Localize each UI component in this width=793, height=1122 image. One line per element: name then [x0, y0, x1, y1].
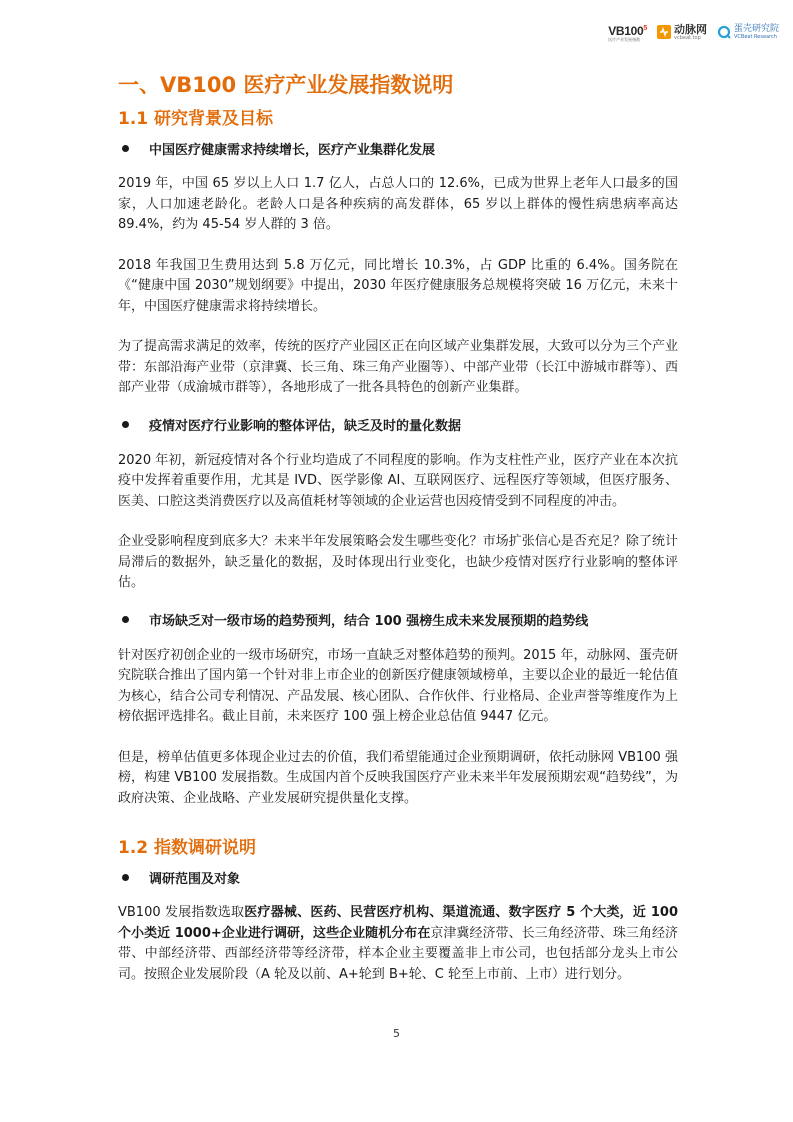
vcbeat-logo-name: 动脉网: [673, 22, 707, 36]
paragraph: 为了提高需求满足的效率，传统的医疗产业园区正在向区域产业集群发展，大致可以分为三个产业带：东部沿海产业带（京津冀、长三角、珠三角产业圈等）、中部产业带（长江中游城市群等）、西部产业带（成渝城市群等），各地形成了一批各具特色的创新产业集群。: [118, 339, 678, 395]
bullet-text: 市场缺乏对一级市场的趋势预判，结合 100 强榜生成未来发展预期的趋势线: [149, 614, 589, 629]
vb100-logo-text: VB100: [608, 23, 644, 38]
vcbeat-logo: [657, 24, 707, 41]
paragraph-emphasis: 医疗器械、医药、民营医疗机构、渠道流通、数字医疗 5 个大类，近 100 个小类近 1000+企业进行调研，这些企业随机分布在: [118, 905, 678, 941]
bullet-dot-icon: [122, 421, 129, 428]
bullet-heading: [122, 606, 678, 634]
paragraph: [118, 903, 678, 985]
paragraph-rest: 京津冀经济带、长三角经济带、珠三角经济带、中部经济带、西部经济带等经济带，样本企业主要覆盖非上市公司，也包括部分龙头上市公司。按照企业发展阶段（A 轮及以前、A+轮到 B+轮、C 轮至上市前、上市）进行划分。: [118, 925, 678, 982]
bullet-dot-icon: [122, 145, 129, 152]
page-number: 5: [393, 1027, 400, 1040]
vb100-logo: [608, 23, 647, 42]
bullet-heading: [122, 863, 678, 891]
vcbeat-research-name: 蛋壳研究院: [733, 24, 779, 34]
paragraph: 针对医疗初创企业的一级市场研究，市场一直缺乏对整体趋势的预判。2015 年，动脉网、蛋壳研究院联合推出了国内第一个针对非上市企业的创新医疗健康领域榜单，主要以企业的最近一轮估值为核心，结合公司专利情况、产品发展、核心团队、合作伙伴、行业格局、企业声誉等维度作为上榜依据评选排名。截止目前，未来医疗 100 强上榜企业总估值 9447 亿元。: [118, 647, 678, 724]
vcbeat-badge-icon: [657, 25, 671, 39]
bullet-dot-icon: [122, 616, 129, 623]
paragraph: 但是，榜单估值更多体现企业过去的价值，我们希望能通过企业预期调研，依托动脉网 VB100 强榜，构建 VB100 发展指数。生成国内首个反映我国医疗产业未来半年发展预期宏观“趋势线”，为政府决策、企业战略、产业发展研究提供量化支撑。: [118, 749, 678, 806]
document-body: [118, 66, 678, 985]
vcbeat-research-logo: [717, 24, 779, 40]
chapter-title: 一、VB100 医疗产业发展指数说明: [118, 73, 454, 97]
vb100-logo-subtitle: 医疗产业发展指数: [608, 36, 641, 42]
bullet-text: 中国医疗健康需求持续增长，医疗产业集群化发展: [149, 142, 436, 158]
header-logos: [608, 20, 779, 44]
paragraph: 2019 年，中国 65 岁以上人口 1.7 亿人，占总人口的 12.6%，已成为世界上老年人口最多的国家，人口加速老龄化。老龄人口是各种疾病的高发群体，65 岁以上群体的慢性病患病率高达 89.4%，约为 45-54 岁人群的 3 倍。: [118, 176, 678, 232]
bullet-heading: [122, 134, 678, 162]
paragraph-lead: VB100 发展指数选取: [118, 905, 245, 920]
bullet-text: 调研范围及对象: [149, 871, 241, 887]
eggshell-ring-icon: [717, 25, 731, 39]
bullet-heading: [122, 411, 678, 439]
vb100-logo-sup: 5: [643, 24, 647, 32]
section-heading-1-2: 1.2 指数调研说明: [118, 838, 257, 858]
paragraph: 企业受影响程度到底多大？未来半年发展策略会发生哪些变化？市场扩张信心是否充足？除了统计局滞后的数据外，缺乏量化的数据，及时体现出行业变化，也缺少疫情对医疗行业影响的整体评估。: [118, 534, 678, 590]
bullet-dot-icon: [122, 874, 129, 881]
paragraph: 2018 年我国卫生费用达到 5.8 万亿元，同比增长 10.3%，占 GDP 比重的 6.4%。国务院在《“健康中国 2030”规划纲要》中提出，2030 年医疗健康服务总规模将突破 16 万亿元，未来十年，中国医疗健康需求将持续增长。: [118, 257, 678, 314]
bullet-text: 疫情对医疗行业影响的整体评估，缺乏及时的量化数据: [149, 419, 462, 434]
vcbeat-research-sub: VCBeat Research: [733, 34, 777, 40]
paragraph: 2020 年初，新冠疫情对各个行业均造成了不同程度的影响。作为支柱性产业，医疗产业在本次抗疫中发挥着重要作用，尤其是 IVD、医学影像 AI、互联网医疗、远程医疗等领域，但医疗服务、医美、口腔这类消费医疗以及高值耗材等领域的企业运营也因疫情受到不同程度的冲击。: [118, 452, 678, 509]
section-heading-1-1: 1.1 研究背景及目标: [118, 109, 274, 129]
vcbeat-logo-url: vcbeat.top: [673, 34, 701, 41]
